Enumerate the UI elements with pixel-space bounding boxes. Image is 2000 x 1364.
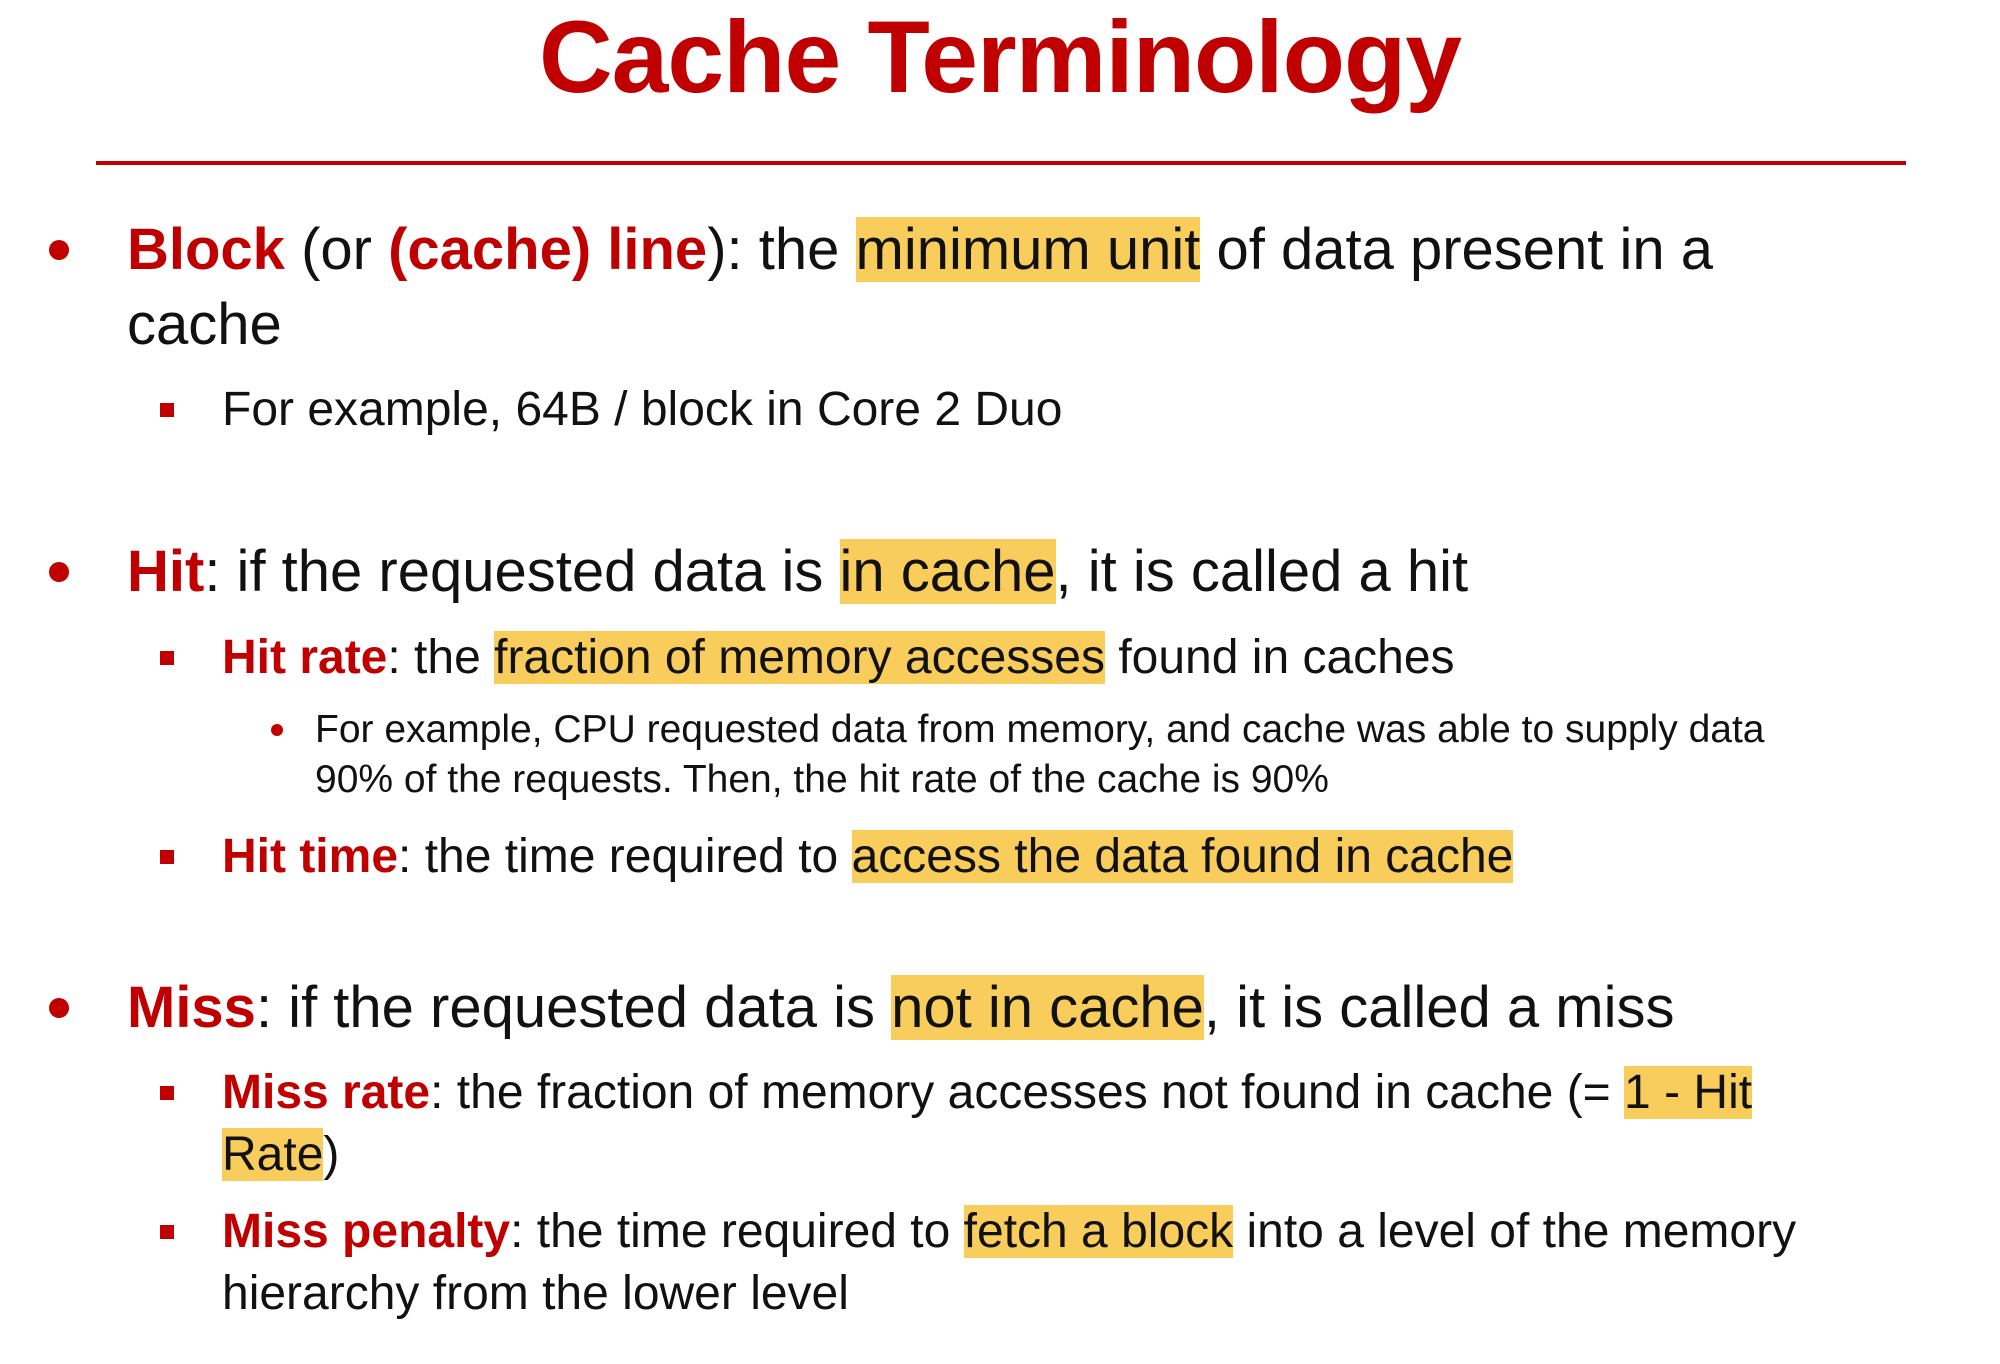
block-item — [127, 213, 1713, 287]
block-sep2: ): the — [707, 217, 856, 282]
hit-highlight: in cache — [839, 539, 1056, 604]
title-underline — [96, 161, 1906, 165]
hit-rate-highlight: fraction of memory accesses — [494, 631, 1105, 684]
hit-rate-term: Hit rate — [222, 631, 388, 684]
block-example: For example, 64B / block in Core 2 Duo — [222, 383, 1063, 436]
miss-rate-item — [222, 1062, 1752, 1124]
slide-title: Cache Terminology — [539, 0, 1461, 114]
block-alt-term: (cache) line — [388, 217, 708, 282]
hit-pre: : if the requested data is — [204, 539, 840, 604]
hit-rate-example-item — [315, 705, 1765, 755]
hit-post: , it is called a hit — [1055, 539, 1469, 604]
miss-penalty-item — [222, 1201, 1796, 1263]
small-bullet-icon — [271, 724, 283, 736]
miss-penalty-pre: : the time required to — [510, 1205, 964, 1258]
miss-rate-term: Miss rate — [222, 1066, 431, 1119]
square-bullet-icon — [160, 1225, 174, 1239]
hit-term: Hit — [127, 539, 205, 604]
square-bullet-icon — [160, 651, 174, 665]
block-item-continued — [127, 288, 282, 362]
miss-penalty-term: Miss penalty — [222, 1205, 511, 1258]
miss-post: , it is called a miss — [1203, 975, 1675, 1040]
hit-rate-item — [222, 627, 1455, 689]
block-example-item — [222, 379, 1062, 441]
miss-rate-highlight-2: Rate — [222, 1128, 324, 1181]
block-term: Block — [127, 217, 285, 282]
miss-rate-post: ) — [323, 1128, 340, 1181]
square-bullet-icon — [160, 403, 174, 417]
hit-item — [127, 535, 1468, 609]
block-rest1: of data present in a — [1200, 217, 1714, 282]
bullet-icon — [49, 240, 69, 260]
miss-pre: : if the requested data is — [255, 975, 892, 1040]
miss-rate-item-continued — [222, 1124, 339, 1186]
block-highlight: minimum unit — [855, 217, 1201, 282]
hit-rate-post: found in caches — [1104, 631, 1455, 684]
miss-highlight: not in cache — [891, 975, 1204, 1040]
miss-rate-pre: : the fraction of memory accesses not found in cache (= — [430, 1066, 1625, 1119]
square-bullet-icon — [160, 1086, 174, 1100]
bullet-icon — [49, 998, 69, 1018]
square-bullet-icon — [160, 850, 174, 864]
hit-time-item — [222, 826, 1513, 888]
hit-rate-pre: : the — [387, 631, 495, 684]
hit-rate-example-item-continued — [315, 755, 1329, 805]
block-sep1: (or — [284, 217, 389, 282]
hit-time-pre: : the time required to — [398, 830, 852, 883]
hit-time-term: Hit time — [222, 830, 399, 883]
block-rest2: cache — [127, 292, 282, 357]
hit-rate-example-line1: For example, CPU requested data from memory, and cache was able to supply data — [315, 708, 1765, 751]
miss-rate-highlight-1: 1 - Hit — [1624, 1066, 1753, 1119]
miss-penalty-item-continued — [222, 1263, 849, 1325]
hit-time-highlight: access the data found in cache — [851, 830, 1514, 883]
miss-penalty-highlight: fetch a block — [963, 1205, 1234, 1258]
bullet-icon — [49, 562, 69, 582]
miss-penalty-post2: hierarchy from the lower level — [222, 1267, 849, 1320]
miss-penalty-post1: into a level of the memory — [1233, 1205, 1797, 1258]
miss-term: Miss — [127, 975, 256, 1040]
hit-rate-example-line2: 90% of the requests. Then, the hit rate of the cache is 90% — [315, 758, 1329, 801]
miss-item — [127, 971, 1674, 1045]
